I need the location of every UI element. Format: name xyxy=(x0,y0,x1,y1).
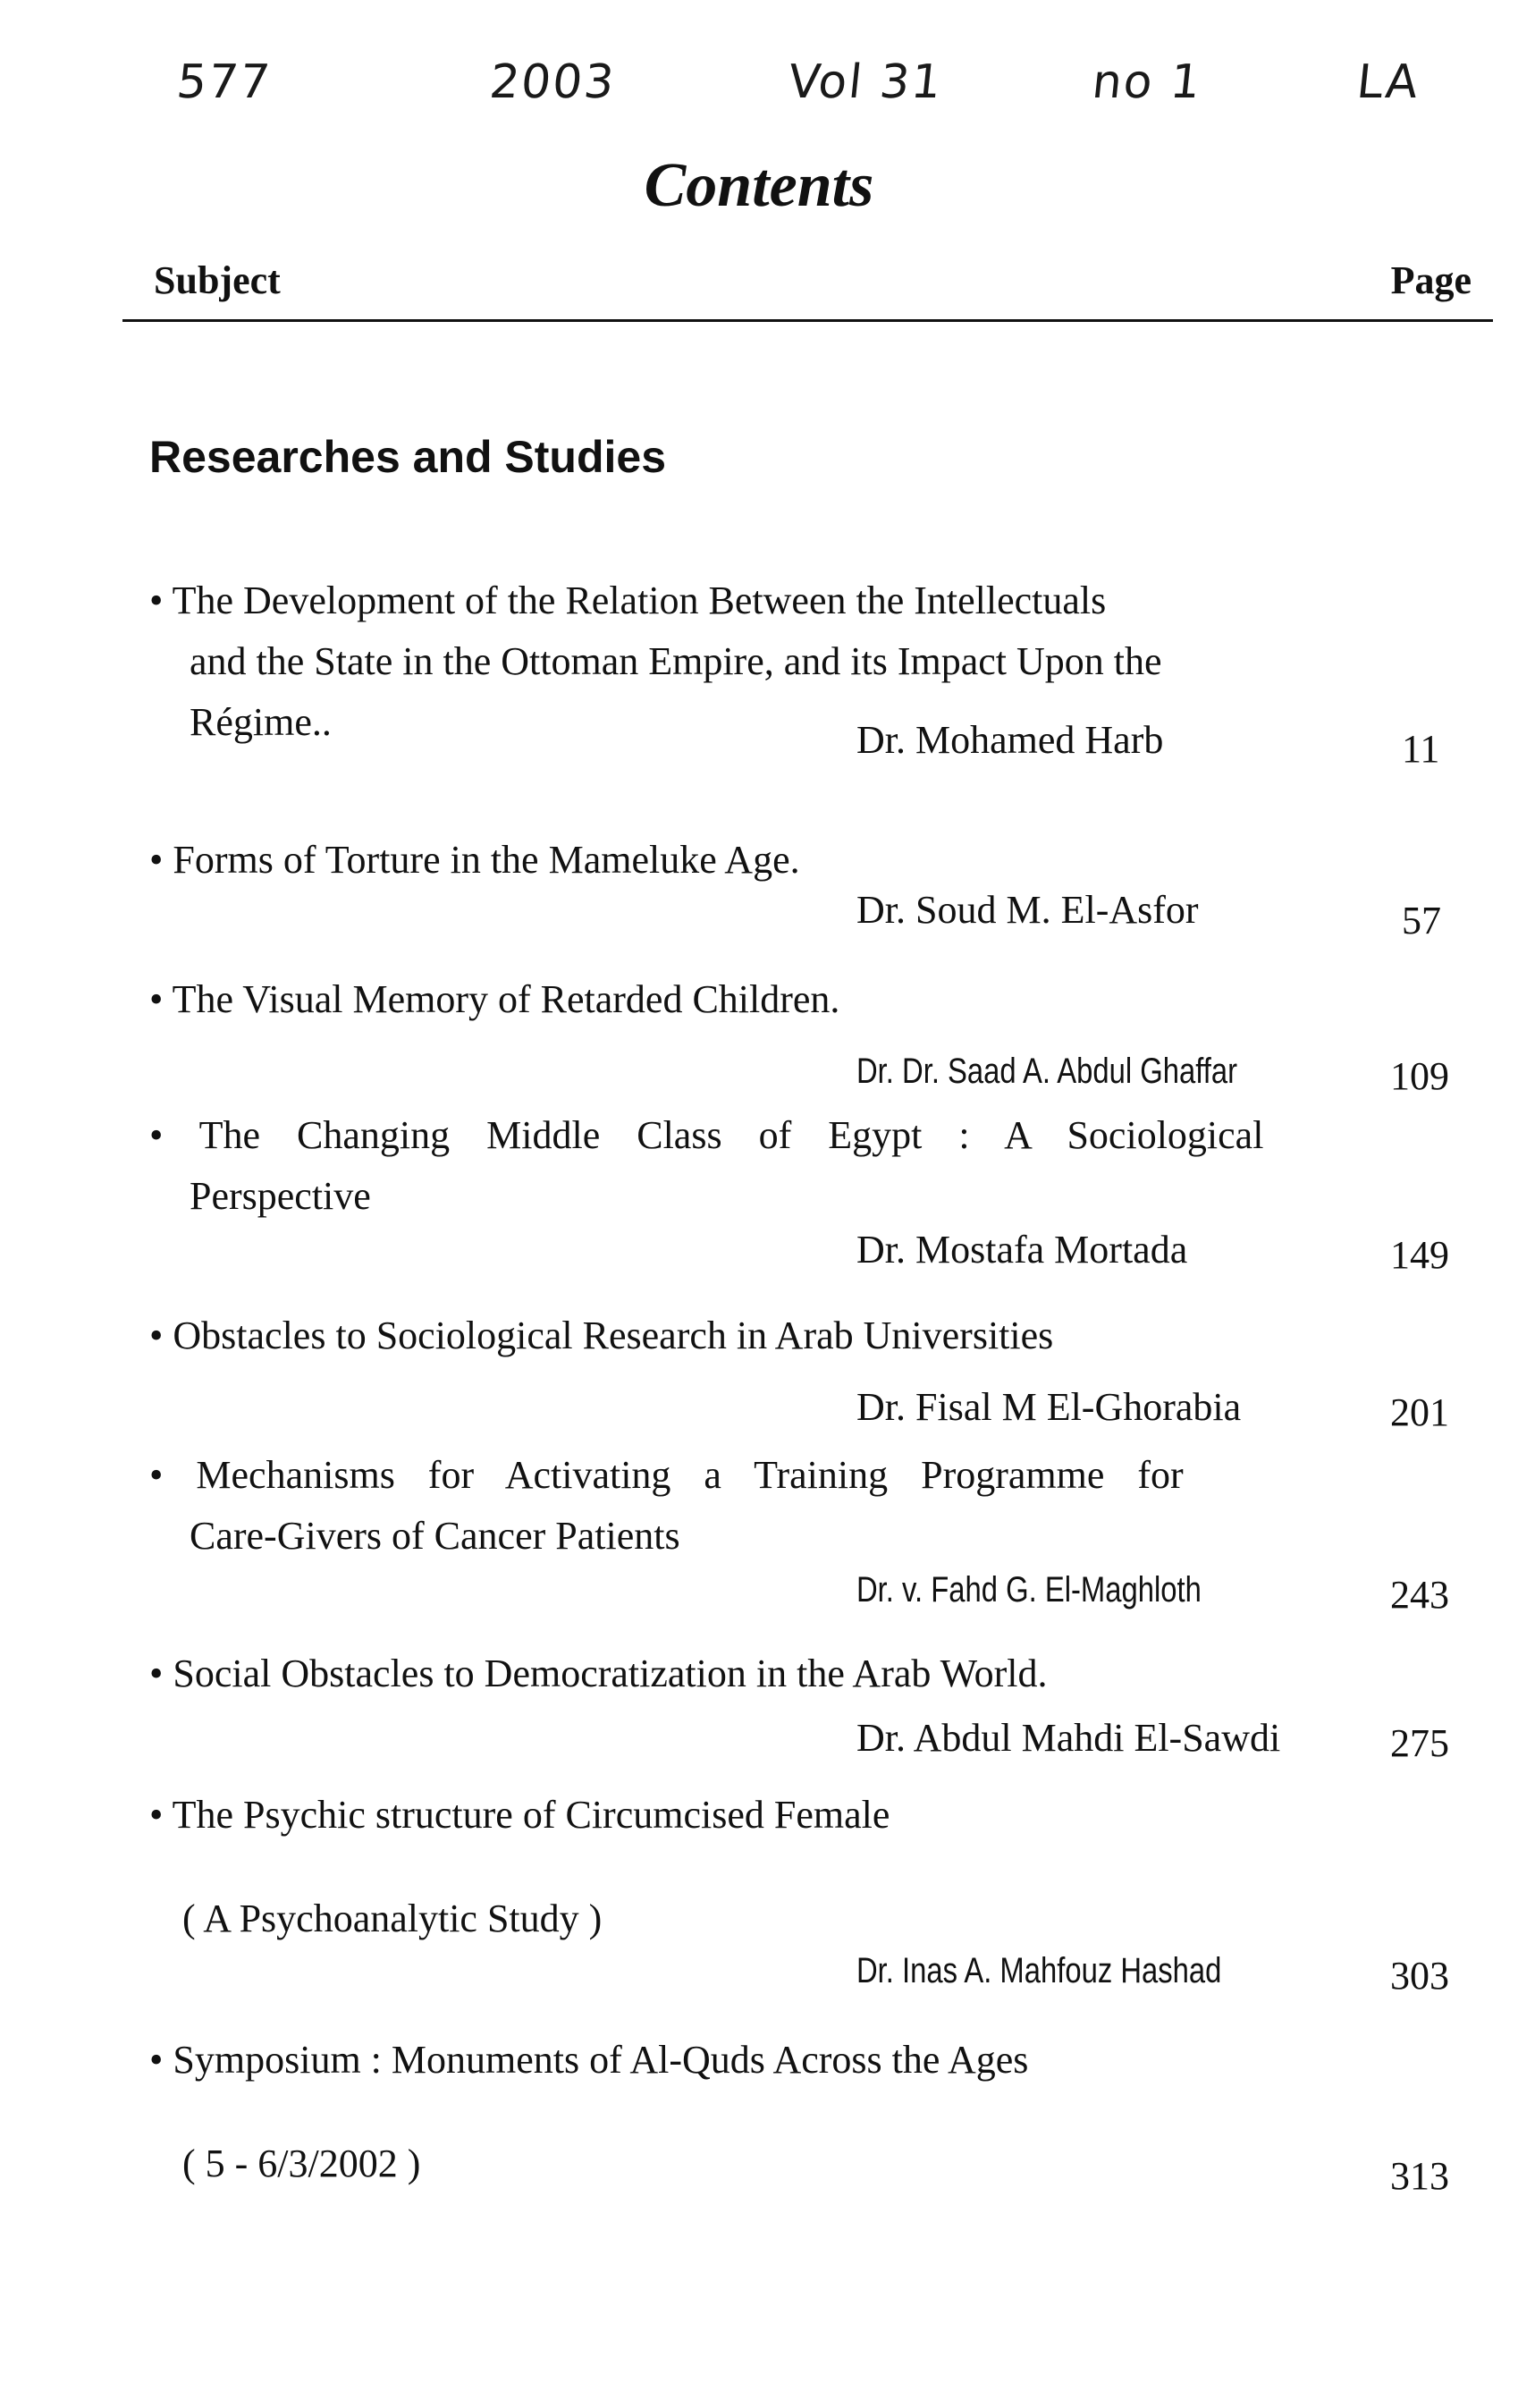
entry-author: Dr. Dr. Saad A. Abdul Ghaffar xyxy=(856,1052,1238,1091)
entry-author: Dr. Mostafa Mortada xyxy=(856,1228,1188,1272)
handwritten-annotation: 2003 xyxy=(486,55,619,109)
entry-author: Dr. Abdul Mahdi El-Sawdi xyxy=(856,1716,1281,1760)
entry-author: Dr. Mohamed Harb xyxy=(856,718,1164,762)
entry-author: Dr. Soud M. El-Asfor xyxy=(856,888,1199,932)
subject-column-header: Subject xyxy=(154,258,281,302)
entry-title-line: • Mechanisms for Activating a Training Programme for xyxy=(149,1453,1184,1497)
entry-title-line: Régime.. xyxy=(190,700,332,744)
entry-page-number: 149 xyxy=(1390,1233,1449,1277)
page-column-header: Page xyxy=(1390,258,1472,302)
entry-title-line: • The Visual Memory of Retarded Children. xyxy=(149,977,840,1021)
entry-author: Dr. v. Fahd G. El-Maghloth xyxy=(856,1570,1202,1610)
entry-page-number: 57 xyxy=(1402,899,1441,942)
entry-page-number: 109 xyxy=(1390,1054,1449,1098)
header-divider xyxy=(122,319,1493,322)
entry-page-number: 313 xyxy=(1390,2154,1449,2198)
entry-author: Dr. Inas A. Mahfouz Hashad xyxy=(856,1951,1222,1990)
entry-title-line: • The Psychic structure of Circumcised Female xyxy=(149,1793,890,1837)
entry-page-number: 243 xyxy=(1390,1573,1449,1617)
entry-title-line: • Social Obstacles to Democratization in the Arab World. xyxy=(149,1652,1048,1695)
entry-title-line: • The Changing Middle Class of Egypt : A Sociological xyxy=(149,1113,1264,1157)
entry-title-line: • Symposium : Monuments of Al-Quds Across the Ages xyxy=(149,2038,1029,2082)
entry-title-line: • Obstacles to Sociological Research in Arab Universities xyxy=(149,1314,1054,1357)
handwritten-annotation: 577 xyxy=(173,55,274,109)
section-heading: Researches and Studies xyxy=(149,432,667,482)
entry-title-line: ( A Psychoanalytic Study ) xyxy=(182,1897,603,1940)
entry-title-line xyxy=(149,578,1311,624)
entry-page-number: 11 xyxy=(1402,727,1440,771)
entry-title-line: ( 5 - 6/3/2002 ) xyxy=(182,2142,421,2185)
entry-title-line: and the State in the Ottoman Empire, and its Impact Upon the xyxy=(190,639,1162,683)
handwritten-annotation: no 1 xyxy=(1089,55,1205,109)
entry-title-line: Perspective xyxy=(190,1174,371,1218)
entry-author: Dr. Fisal M El-Ghorabia xyxy=(856,1385,1242,1429)
entry-page-number: 201 xyxy=(1390,1390,1449,1434)
entry-page-number: 303 xyxy=(1390,1954,1449,1998)
page-title: Contents xyxy=(644,151,874,220)
entry-title-line: • Forms of Torture in the Mameluke Age. xyxy=(149,838,800,882)
entry-title-line: Care-Givers of Cancer Patients xyxy=(190,1514,680,1558)
handwritten-annotation: LA xyxy=(1354,55,1422,109)
entry-page-number: 275 xyxy=(1390,1721,1449,1765)
handwritten-annotation: Vol 31 xyxy=(785,55,946,109)
entry-title-text: • The Development of the Relation Between the Intellectuals xyxy=(149,579,1107,622)
